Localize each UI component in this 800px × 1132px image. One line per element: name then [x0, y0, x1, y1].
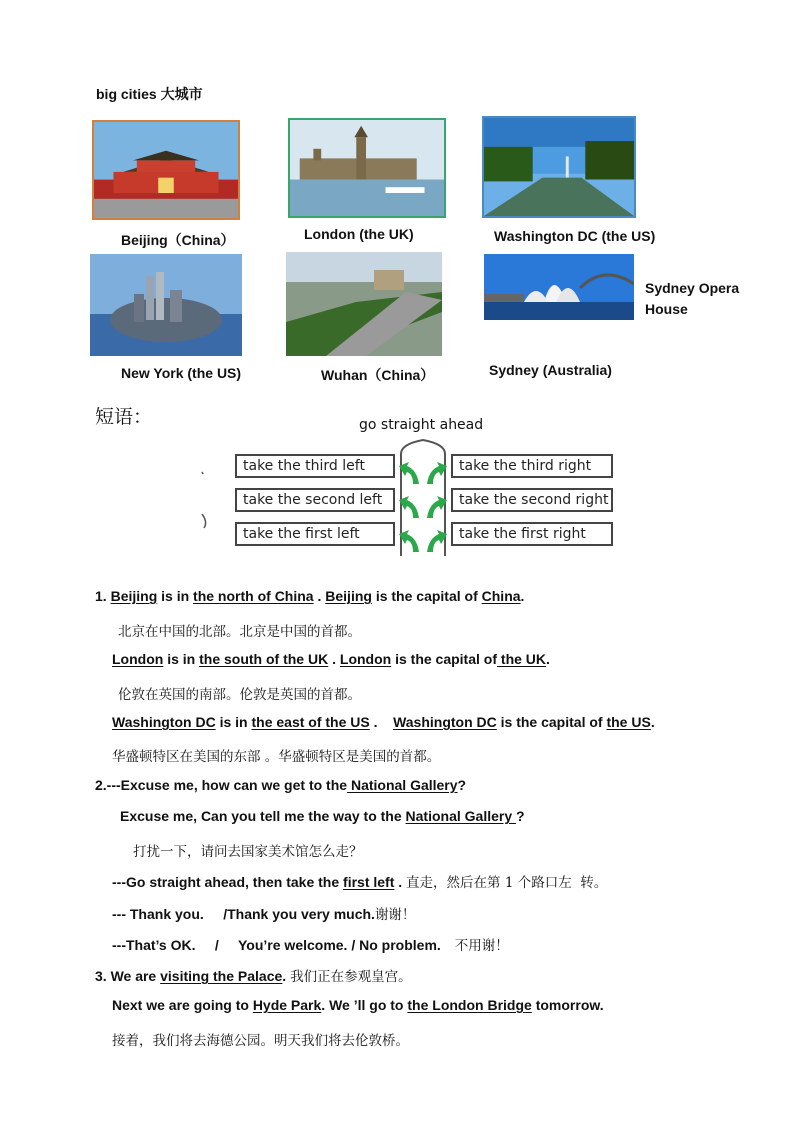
- s2-line3: ---Go straight ahead, then take the first left . 直走，然后在第 1 个路口左 转。: [112, 874, 608, 891]
- washington-photo: [482, 116, 636, 218]
- sydney-photo: [484, 254, 634, 320]
- s2-line2: Excuse me, Can you tell me the way to the National Gallery ?: [120, 808, 525, 824]
- direction-third-right: take the third right: [451, 454, 613, 478]
- s2-line2-cn: 打扰一下，请问去国家美术馆怎么走？: [133, 844, 363, 860]
- new-york-photo: [90, 254, 242, 356]
- caption-sydney: Sydney (Australia): [489, 362, 612, 378]
- direction-first-left: take the first left: [235, 522, 395, 546]
- direction-first-right: take the first right: [451, 522, 613, 546]
- wuhan-photo: [286, 252, 442, 356]
- page-edge-mark: [200, 470, 208, 530]
- s1-line1-cn: 北京在中国的北部。北京是中国的首都。: [118, 624, 361, 640]
- s1-line1: 1. Beijing is in the north of China . Beijing is the capital of China.: [95, 588, 525, 604]
- caption-wuhan: Wuhan（China）: [321, 367, 435, 383]
- s3-line1: 3. We are visiting the Palace. 我们正在参观皇宫。: [95, 968, 412, 985]
- go-straight-label: go straight ahead: [359, 417, 484, 433]
- s1-line2-cn: 伦敦在英国的南部。伦敦是英国的首都。: [118, 687, 361, 703]
- beijing-photo: [92, 120, 240, 220]
- caption-new-york: New York (the US): [121, 365, 242, 381]
- section-title: big cities 大城市: [96, 86, 203, 102]
- phrases-heading: 短语：: [95, 406, 153, 428]
- direction-second-right: take the second right: [451, 488, 613, 512]
- sydney-opera-label-line1: Sydney Opera: [645, 280, 740, 296]
- direction-second-left: take the second left: [235, 488, 395, 512]
- caption-beijing: Beijing（China）: [121, 232, 235, 248]
- s1-line3-cn: 华盛顿特区在美国的东部 。华盛顿特区是美国的首都。: [112, 749, 441, 765]
- s2-line5: ---That’s OK. / You’re welcome. / No problem. 不用谢！: [112, 937, 509, 954]
- sydney-opera-label-line2: House: [645, 301, 688, 317]
- caption-washington: Washington DC (the US): [494, 228, 656, 244]
- road-arrows: [395, 436, 451, 556]
- s2-line4: --- Thank you. /Thank you very much.谢谢！: [112, 906, 416, 923]
- s3-line2: Next we are going to Hyde Park. We ’ll go to the London Bridge tomorrow.: [112, 997, 604, 1013]
- london-photo: [288, 118, 446, 218]
- direction-third-left: take the third left: [235, 454, 395, 478]
- caption-london: London (the UK): [304, 226, 414, 242]
- s1-line3: Washington DC is in the east of the US . Washington DC is the capital of the US.: [112, 714, 655, 730]
- s1-line2: London is in the south of the UK . London is the capital of the UK.: [112, 651, 550, 667]
- s3-line2-cn: 接着，我们将去海德公园。明天我们将去伦敦桥。: [112, 1033, 409, 1049]
- s2-line1: 2.---Excuse me, how can we get to the National Gallery?: [95, 777, 467, 793]
